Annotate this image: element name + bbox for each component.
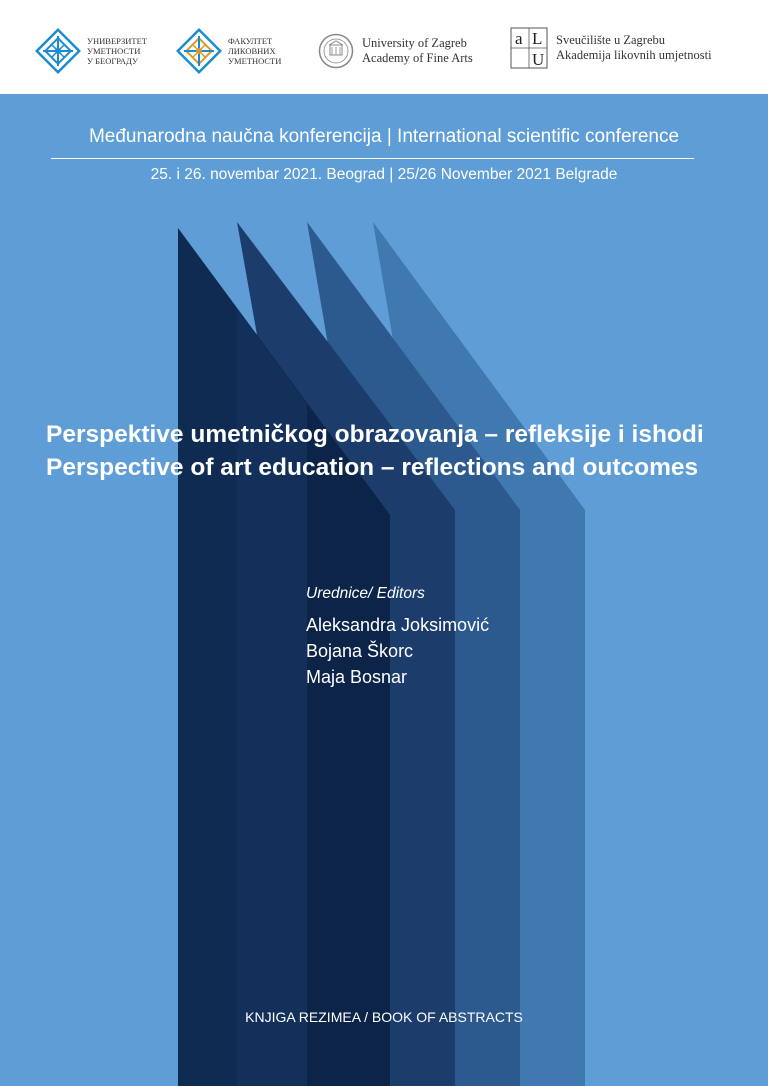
editor-name: Maja Bosnar xyxy=(306,667,408,687)
editor-name: Aleksandra Joksimović xyxy=(306,615,490,635)
logo-1-line: УМЕТНОСТИ xyxy=(87,46,141,56)
conference-title: Međunarodna naučna konferencija | International scientific conference xyxy=(88,126,680,147)
logo-3-line: Academy of Fine Arts xyxy=(362,51,473,65)
editors-label: Urednice/ Editors xyxy=(306,585,425,602)
logo-4-line: Sveučilište u Zagrebu xyxy=(556,33,665,47)
book-title xyxy=(46,418,704,484)
logo-2-line: УМЕТНОСТИ xyxy=(228,56,282,66)
alu-letter-l: L xyxy=(532,29,543,48)
logo-3-line: University of Zagreb xyxy=(362,36,467,50)
alu-letter-u: U xyxy=(532,50,545,69)
logo-1-line: У БЕОГРАДУ xyxy=(87,56,138,66)
editor-name: Bojana Škorc xyxy=(306,641,414,661)
editors-block xyxy=(306,585,489,690)
title-serbian: Perspektive umetničkog obrazovanja – refleksije i ishodi xyxy=(46,421,704,448)
title-english: Perspective of art education – reflections and outcomes xyxy=(46,454,699,481)
logo-2-line: ЛИКОВНИХ xyxy=(228,46,276,56)
bar-overlap-2 xyxy=(307,404,390,1086)
logo-1-line: УНИВЕРЗИТЕТ xyxy=(87,36,147,46)
conference-date: 25. i 26. novembar 2021. Beograd | 25/26 November 2021 Belgrade xyxy=(150,166,618,183)
logo-4-line: Akademija likovnih umjetnosti xyxy=(556,48,712,62)
book-of-abstracts-label: KNJIGA REZIMEA / BOOK OF ABSTRACTS xyxy=(245,1009,523,1025)
logo-2-line: ФАКУЛТЕТ xyxy=(228,36,273,46)
alu-letter-a: a xyxy=(515,29,523,48)
